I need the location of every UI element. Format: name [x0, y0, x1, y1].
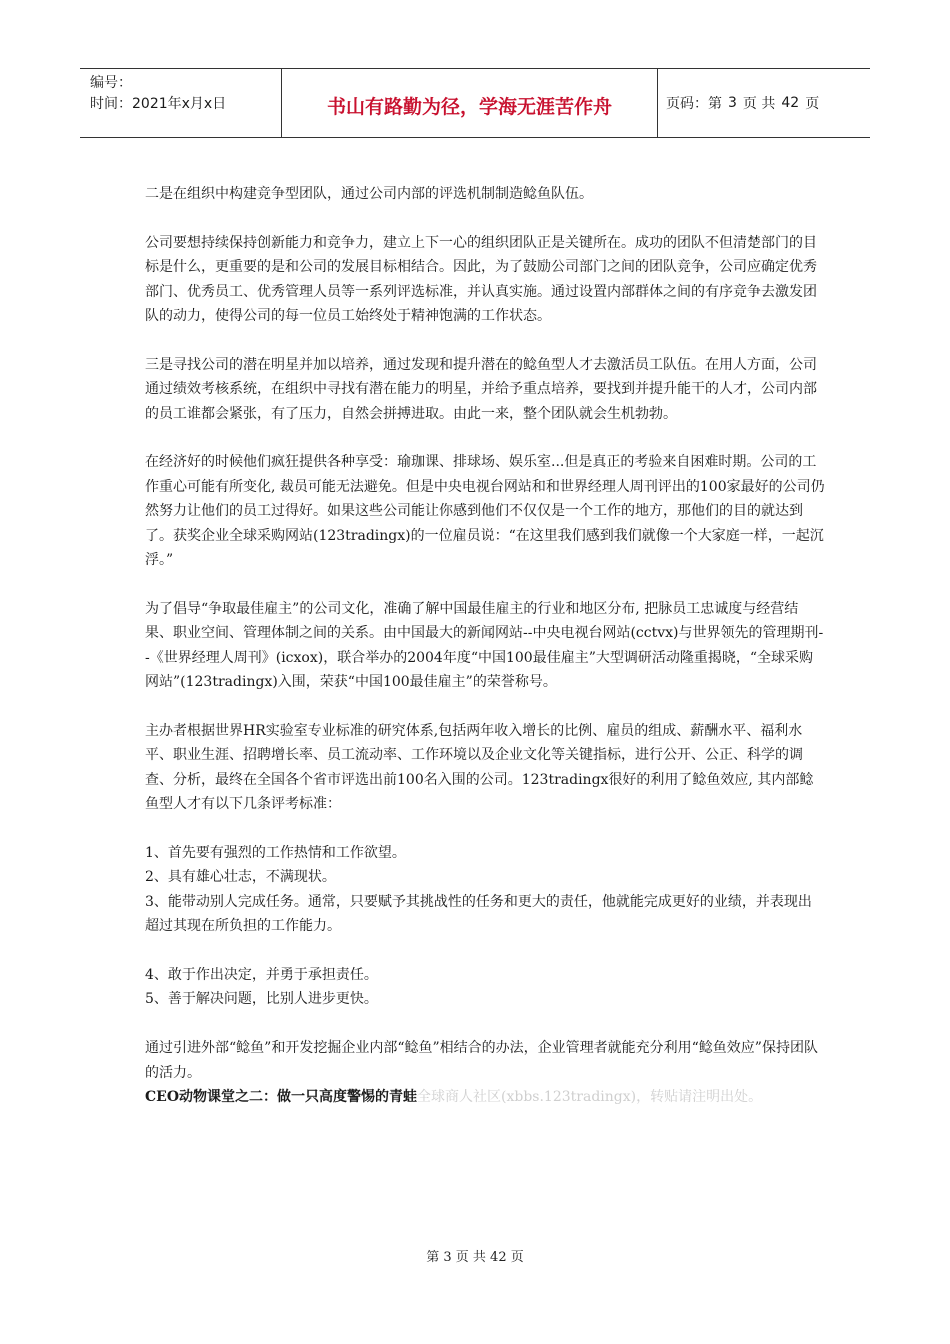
paragraph: 二是在组织中构建竞争型团队，通过公司内部的评选机制制造鲶鱼队伍。: [145, 186, 593, 202]
list-item: 4、敢于作出决定，并勇于承担责任。: [145, 966, 378, 983]
list-item: 2、具有雄心壮志，不满现状。: [145, 869, 336, 886]
paragraph: 为了倡导“争取最佳雇主”的公司文化，准确了解中国最佳雇主的行业和地区分布, 把脉员工忠诚度与经营结果、职业空间、管理体制之间的关系。由中国最大的新闻网站--中央电视台网站(cctvx)与世界领先的管理期刊--《世界经理人周刊》(icxox)，联合举办的2004年度“中国100最佳雇主”大型调研活动隆重揭晓，“全球采购网站”(123tradingx)入围，荣获“中国100最佳雇主”的荣誉称号。: [145, 600, 824, 691]
watermark-text: 全球商人社区(xbbs.123tradingx)，转贴请注明出处。: [417, 1088, 763, 1105]
page-footer: 第 3 页 共 42 页: [426, 1250, 524, 1265]
header-meta: [80, 69, 282, 137]
paragraph: 在经济好的时候他们疯狂提供各种享受：瑜珈课、排球场、娱乐室...但是真正的考验来自困难时期。公司的工作重心可能有所变化, 裁员可能无法避免。但是中央电视台网站和和世界经理人周刊评出的100家最好的公司仍然努力让他们的员工过得好。如果这些公司能让你感到他们不仅仅是一个工作的地方，那他们的目的就达到了。获奖企业全球采购网站(123tradingx)的一位雇员说：“在这里我们感到我们就像一个大家庭一样，一起沉浮。”: [145, 454, 825, 569]
closing-paragraph: 通过引进外部“鲶鱼”和开发挖掘企业内部“鲶鱼”相结合的办法，企业管理者就能充分利用“鲶鱼效应”保持团队的活力。: [145, 1040, 818, 1081]
section-line: [145, 1085, 825, 1109]
section-title: CEO动物课堂之二：做一只高度警惕的青蛙: [145, 1088, 418, 1105]
document-body: [145, 182, 825, 1109]
document-number-label: 编号：: [90, 75, 132, 91]
page-total: 42: [781, 95, 800, 111]
page-label: 页码：第: [666, 96, 722, 112]
list-item: 1、首先要有强烈的工作热情和工作欲望。: [145, 844, 406, 861]
page-end: 页: [805, 96, 820, 112]
paragraph: 三是寻找公司的潜在明星并加以培养，通过发现和提升潜在的鲶鱼型人才去激活员工队伍。在用人方面，公司通过绩效考核系统，在组织中寻找有潜在能力的明星，并给予重点培养，要找到并提升能干的人才，公司内部的员工谁都会紧张，有了压力，自然会拼搏进取。由此一来，整个团队就会生机勃勃。: [145, 356, 817, 422]
page-current: 3: [728, 95, 737, 111]
page-header: [80, 68, 870, 138]
header-motto: 书山有路勤为径，学海无涯苦作舟: [282, 69, 658, 137]
paragraph: 主办者根据世界HR实验室专业标准的研究体系,包括两年收入增长的比例、雇员的组成、薪酬水平、福利水平、职业生涯、招聘增长率、员工流动率、工作环境以及企业文化等关键指标，进行公开、公正、科学的调查、分析，最终在全国各个省市评选出前100名入围的公司。123tradingx很好的利用了鲶鱼效应, 其内部鲶鱼型人才有以下几条评考标准：: [145, 722, 814, 813]
document-time-label: 时间：2021年x月x日: [90, 96, 227, 112]
page-mid: 页 共: [742, 96, 776, 112]
list-item: 3、能带动别人完成任务。通常，只要赋予其挑战性的任务和更大的责任，他就能完成更好的业绩，并表现出超过其现在所负担的工作能力。: [145, 893, 812, 935]
list-item: 5、善于解决问题，比别人进步更快。: [145, 991, 378, 1008]
paragraph: 公司要想持续保持创新能力和竞争力，建立上下一心的组织团队正是关键所在。成功的团队不但清楚部门的目标是什么，更重要的是和公司的发展目标相结合。因此，为了鼓励公司部门之间的团队竞争，公司应确定优秀部门、优秀员工、优秀管理人员等一系列评选标准，并认真实施。通过设置内部群体之间的有序竞争去激发团队的动力，使得公司的每一位员工始终处于精神饱满的工作状态。: [145, 234, 817, 325]
header-page-info: [658, 69, 870, 137]
